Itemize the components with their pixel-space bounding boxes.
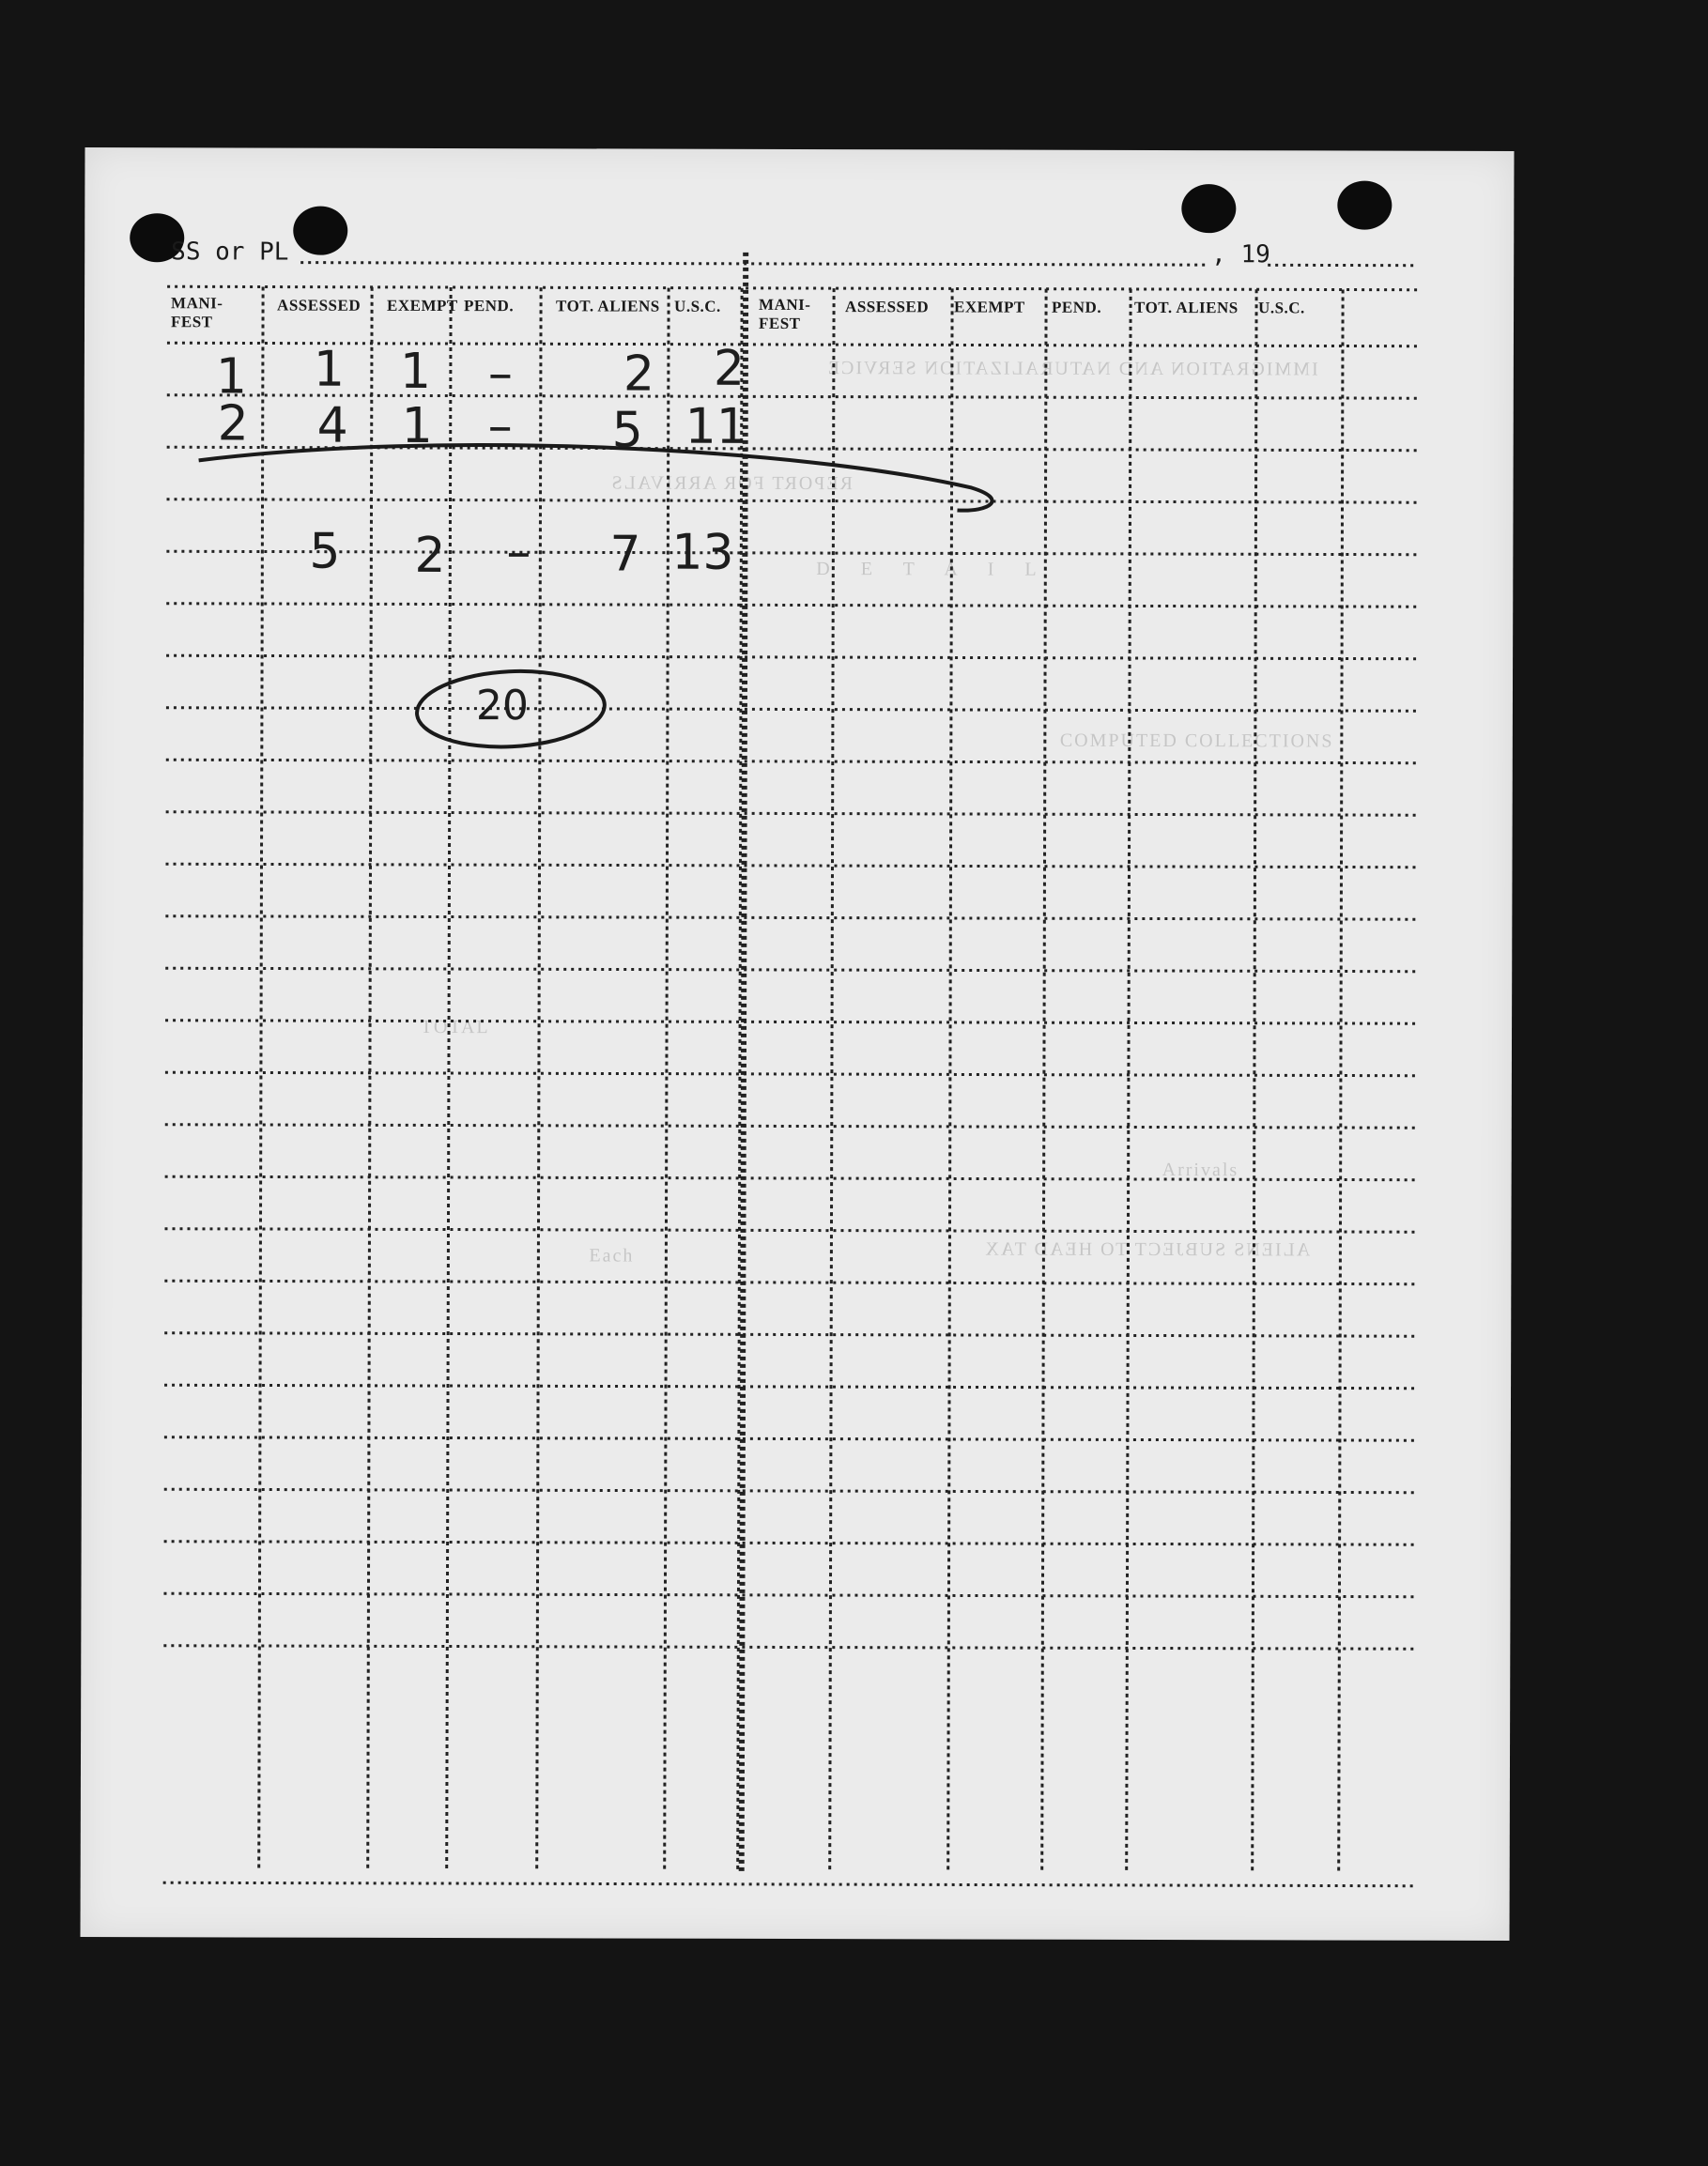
col-header-pend-right: PEND. — [1052, 298, 1102, 316]
header-top-rule — [167, 286, 1418, 289]
bleed-through-detail: D E T A I L — [816, 559, 1050, 580]
hw-r1-exempt: 1 — [399, 343, 432, 400]
hw-r1-pend: – — [487, 346, 513, 403]
hw-r1-assessed: 1 — [313, 341, 346, 398]
bleed-through-arrivals: Arrivals — [1162, 1160, 1239, 1181]
hw-r2-manifest: 2 — [217, 395, 249, 453]
hw-r2-tot-aliens: 5 — [611, 402, 643, 459]
ruled-grid — [81, 147, 1515, 1941]
row-rule — [166, 655, 1417, 658]
row-rule — [165, 916, 1416, 919]
hw-r1-tot-aliens: 2 — [623, 346, 655, 403]
col-header-exempt-right: EXEMPT — [954, 298, 1025, 316]
row-rule — [165, 1176, 1416, 1179]
row-rule — [165, 1021, 1416, 1023]
hw-total-usc: 13 — [671, 524, 734, 581]
header-ss-or-pl: SS or PL — [171, 238, 289, 267]
header-date-year: , 19 — [1211, 240, 1270, 269]
row-rule — [164, 1489, 1415, 1492]
column-rule — [537, 287, 541, 1871]
hw-r2-exempt: 1 — [401, 397, 433, 454]
row-rule — [166, 812, 1417, 815]
column-rule — [830, 288, 834, 1872]
col-header-manifest-left: MANI-FEST — [170, 294, 223, 331]
row-rule — [164, 1385, 1415, 1388]
row-rule — [165, 968, 1416, 971]
hw-total-exempt: 2 — [414, 527, 446, 585]
column-rule — [1127, 289, 1131, 1873]
col-header-assessed-right: ASSESSED — [845, 298, 930, 316]
row-rule — [163, 1593, 1414, 1596]
col-header-tot-aliens-right: TOT. ALIENS — [1134, 298, 1239, 317]
header-dotted-line — [300, 263, 1207, 266]
row-rule — [165, 1072, 1416, 1075]
row-rule — [164, 1333, 1415, 1336]
row-rule — [164, 1542, 1415, 1544]
hw-r2-usc: 11 — [685, 398, 747, 455]
column-rule — [368, 287, 372, 1871]
hw-r2-assessed: 4 — [316, 397, 348, 454]
row-rule — [165, 1125, 1416, 1128]
column-rule — [1253, 289, 1256, 1873]
bleed-through-each: Each — [589, 1245, 635, 1267]
row-rule — [165, 864, 1416, 867]
bleed-through-aliens: ALIENS SUBJECT TO HEAD TAX — [983, 1238, 1311, 1261]
row-rule — [163, 1882, 1414, 1885]
row-rule — [164, 1281, 1415, 1283]
center-divider — [742, 253, 746, 1872]
column-rule — [665, 288, 669, 1872]
column-rule — [447, 287, 451, 1871]
col-header-usc-left: U.S.C. — [674, 297, 721, 315]
col-header-usc-right: U.S.C. — [1258, 299, 1305, 317]
row-rule — [167, 343, 1418, 346]
col-header-exempt-left: EXEMPT — [387, 296, 458, 315]
hw-r1-usc: 2 — [713, 340, 746, 397]
bleed-through-title: IMMIGRATION AND NATURALIZATION SERVICE — [825, 358, 1318, 380]
row-rule — [166, 708, 1417, 711]
row-rule — [166, 604, 1417, 607]
row-rule — [164, 1437, 1415, 1440]
form-sheet — [81, 147, 1515, 1941]
column-rule — [259, 287, 263, 1871]
row-rule — [167, 395, 1418, 398]
hw-total-tot-aliens: 7 — [609, 526, 641, 583]
hw-r2-pend: – — [487, 398, 513, 455]
row-rule — [167, 499, 1418, 502]
bleed-through-computed: COMPUTED COLLECTIONS — [1059, 730, 1334, 752]
hw-total-assessed: 5 — [309, 523, 341, 580]
col-header-pend-left: PEND. — [464, 297, 515, 315]
row-rule — [163, 1646, 1414, 1649]
row-rule — [166, 760, 1417, 762]
row-rule — [164, 1229, 1415, 1232]
bleed-through-total: TOTAL — [421, 1016, 490, 1038]
col-header-manifest-right: MANI-FEST — [758, 295, 811, 333]
column-rule — [1042, 289, 1046, 1873]
column-rule — [948, 288, 952, 1872]
col-header-assessed-left: ASSESSED — [277, 296, 362, 315]
column-rule — [1339, 290, 1343, 1874]
col-header-tot-aliens-left: TOT. ALIENS — [556, 297, 660, 315]
bleed-through-subtitle: REPORT FOR ARRIVALS — [609, 472, 853, 495]
hw-total-pend: – — [506, 524, 531, 581]
hw-r1-manifest: 1 — [215, 348, 248, 406]
row-rule — [166, 551, 1417, 554]
hw-grand-total: 20 — [475, 682, 530, 730]
